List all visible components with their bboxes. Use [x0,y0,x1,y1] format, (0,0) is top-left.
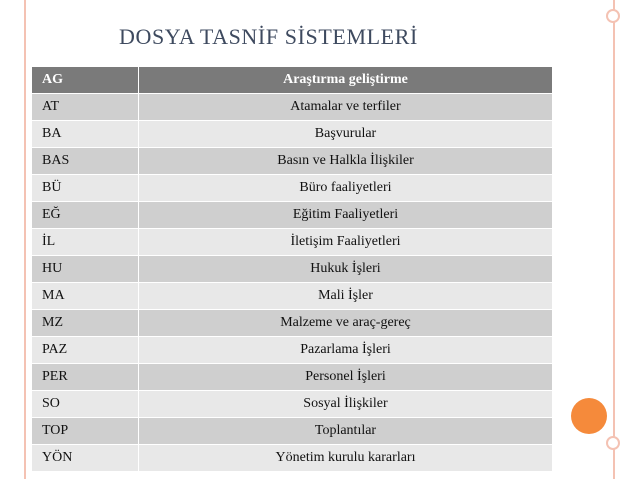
table-row [32,148,552,175]
description-cell: Hukuk İşleri [139,256,552,283]
code-cell: PAZ [32,337,138,364]
description-cell: Toplantılar [139,418,552,445]
code-cell: BAS [32,148,138,175]
description-cell: Yönetim kurulu kararları [139,445,552,472]
code-cell: AT [32,94,138,121]
table-row [32,445,552,472]
description-cell: Pazarlama İşleri [139,337,552,364]
code-cell: TOP [32,418,138,445]
table-row [32,175,552,202]
code-cell: İL [32,229,138,256]
table-row [32,337,552,364]
code-cell: SO [32,391,138,418]
table-row [32,256,552,283]
table-row [32,94,552,121]
slide-title: DOSYA TASNİF SİSTEMLERİ [119,24,418,49]
code-cell: EĞ [32,202,138,229]
description-cell: Sosyal İlişkiler [139,391,552,418]
right-decorative-rule [613,0,615,479]
code-cell: BA [32,121,138,148]
table-row [32,229,552,256]
top-ring-dot [606,9,620,23]
code-cell: PER [32,364,138,391]
header-code-cell: AG [32,67,138,94]
code-cell: HU [32,256,138,283]
description-cell: Büro faaliyetleri [139,175,552,202]
code-cell: BÜ [32,175,138,202]
code-cell: MZ [32,310,138,337]
description-cell: Basın ve Halkla İlişkiler [139,148,552,175]
code-cell: YÖN [32,445,138,472]
code-cell: MA [32,283,138,310]
table-body [32,94,552,472]
table-row [32,310,552,337]
table-row [32,202,552,229]
description-cell: Mali İşler [139,283,552,310]
orange-circle-decoration [571,398,607,434]
table-row [32,364,552,391]
table-row [32,391,552,418]
bottom-ring-dot [606,436,620,450]
description-cell: İletişim Faaliyetleri [139,229,552,256]
left-decorative-rule [24,0,26,479]
description-cell: Başvurular [139,121,552,148]
header-description-cell: Araştırma geliştirme [139,67,552,94]
table-row [32,283,552,310]
description-cell: Atamalar ve terfiler [139,94,552,121]
table-row [32,418,552,445]
table-row [32,121,552,148]
description-cell: Personel İşleri [139,364,552,391]
table-header-row [32,67,552,94]
description-cell: Eğitim Faaliyetleri [139,202,552,229]
classification-table [32,67,552,472]
description-cell: Malzeme ve araç-gereç [139,310,552,337]
